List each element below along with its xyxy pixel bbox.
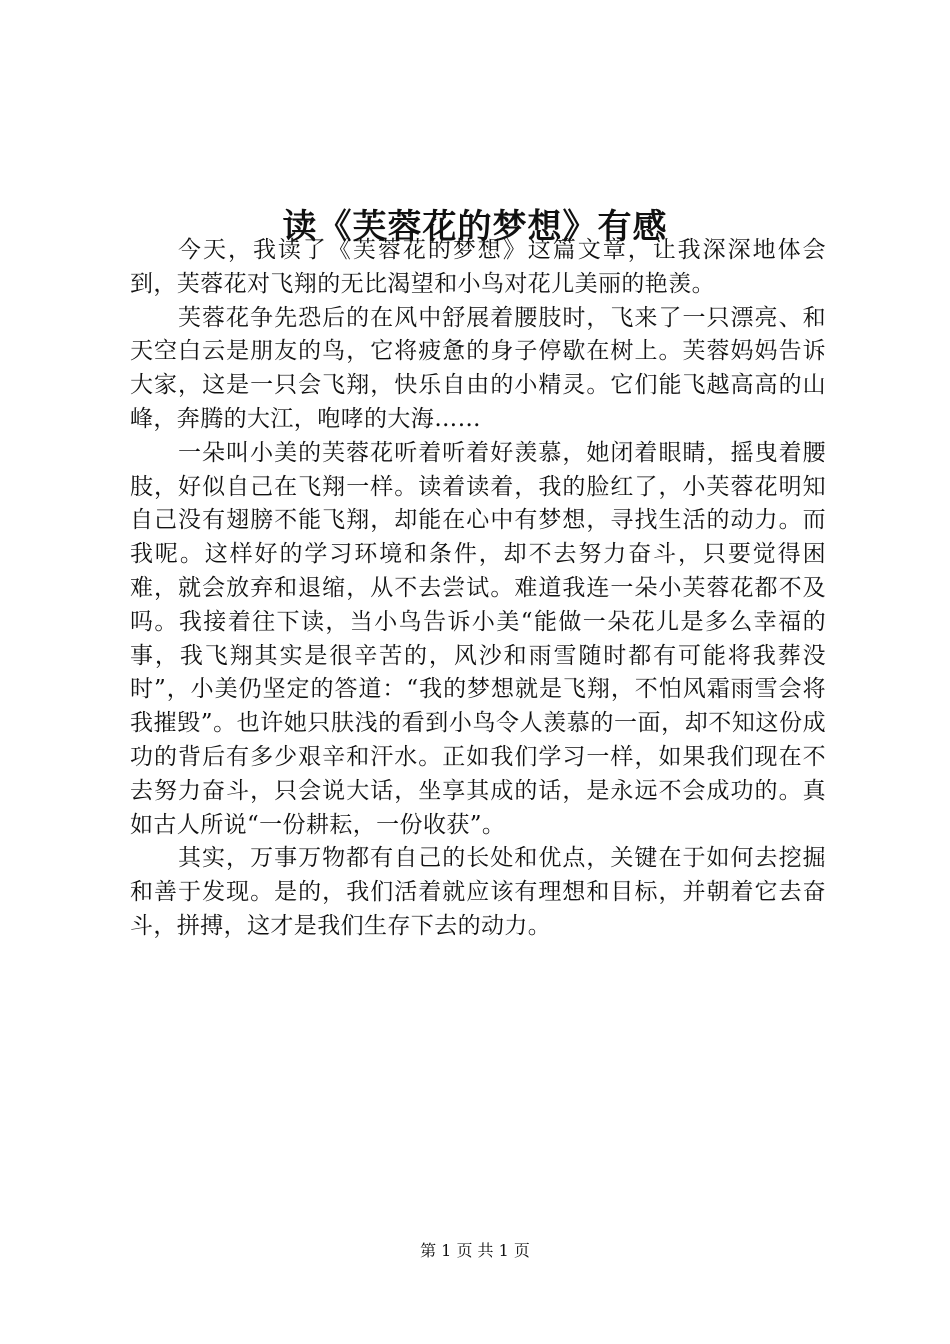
paragraph-3: 一朵叫小美的芙蓉花听着听着好羡慕，她闭着眼睛，摇曳着腰肢，好似自己在飞翔一样。读着读着，我的脸红了，小芙蓉花明知自己没有翅膀不能飞翔，却能在心中有梦想，寻找生活的动力。而我呢。这样好的学习环境和条件，却不去努力奋斗，只要觉得困难，就会放弃和退缩，从不去尝试。难道我连一朵小芙蓉花都不及吗。我接着往下读，当小鸟告诉小美“能做一朵花儿是多么幸福的事，我飞翔其实是很辛苦的，风沙和雨雪随时都有可能将我葬没时”，小美仍坚定的答道：“我的梦想就是飞翔，不怕风霜雨雪会将我摧毁”。也许她只肤浅的看到小鸟令人羡慕的一面，却不知这份成功的背后有多少艰辛和汗水。正如我们学习一样，如果我们现在不去努力奋斗，只会说大话，坐享其成的话，是永远不会成功的。真如古人所说“一份耕耘，一份收获”。 (130, 439, 826, 838)
page-footer: 第 1 页 共 1 页 (420, 1241, 530, 1260)
document-title: 读《芙蓉花的梦想》有感 (282, 206, 668, 247)
paragraph-2: 芙蓉花争先恐后的在风中舒展着腰肢时，飞来了一只漂亮、和天空白云是朋友的鸟，它将疲惫的身子停歇在树上。芙蓉妈妈告诉大家，这是一只会飞翔，快乐自由的小精灵。它们能飞越高高的山峰，奔腾的大江，咆哮的大海…… (130, 304, 826, 432)
paragraph-4: 其实，万事万物都有自己的长处和优点，关键在于如何去挖掘和善于发现。是的，我们活着就应该有理想和目标，并朝着它去奋斗，拼搏，这才是我们生存下去的动力。 (130, 845, 826, 939)
document-body (130, 234, 826, 944)
paragraph-1: 今天，我读了《芙蓉花的梦想》这篇文章，让我深深地体会到，芙蓉花对飞翔的无比渴望和小鸟对花儿美丽的艳羡。 (130, 237, 826, 297)
